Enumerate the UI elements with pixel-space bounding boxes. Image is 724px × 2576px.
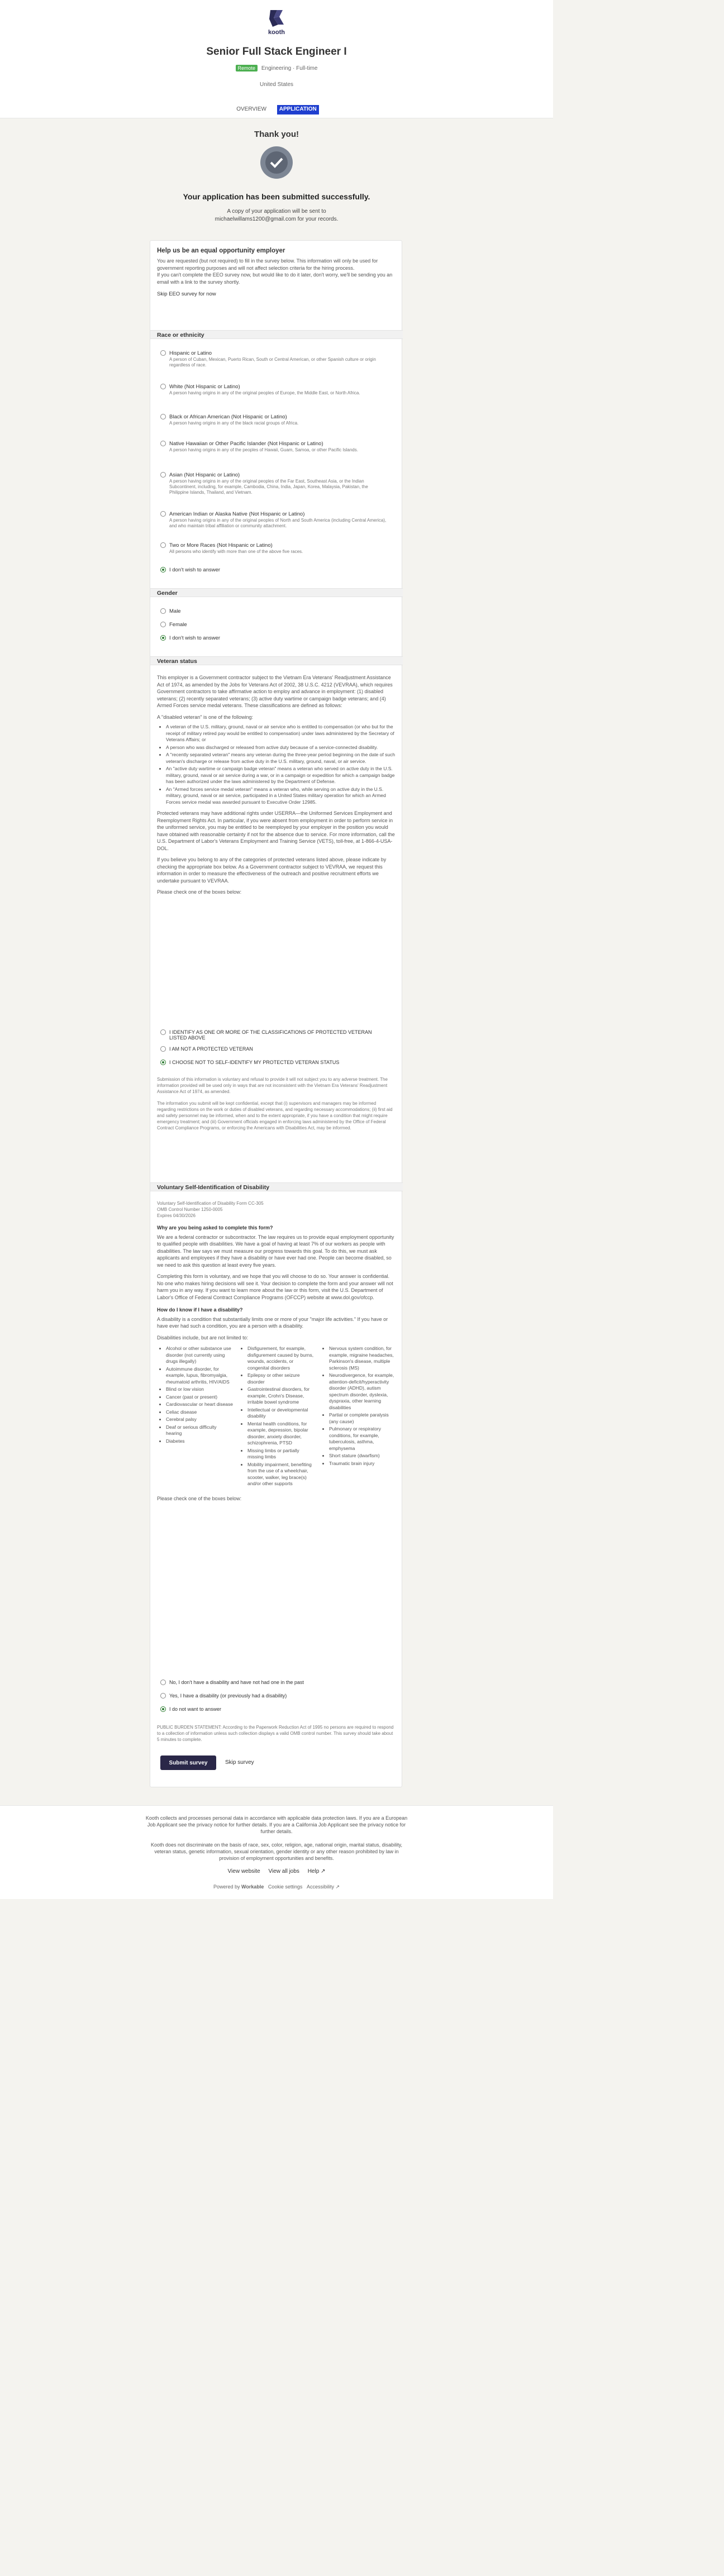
gender-label: I don't wish to answer (169, 635, 221, 641)
veteran-content (157, 674, 396, 896)
workable-logo[interactable]: Workable (241, 1884, 264, 1890)
tab-application[interactable]: APPLICATION (277, 105, 319, 115)
list-item: • Cerebral palsy (166, 1416, 233, 1423)
gender-label: Male (169, 608, 181, 614)
job-header (0, 0, 553, 118)
list-item: • Blind or low vision (166, 1386, 233, 1393)
radio-icon[interactable] (160, 1046, 166, 1052)
race-label: Hispanic or Latino (169, 350, 212, 356)
radio-icon[interactable] (160, 1693, 166, 1699)
radio-icon[interactable] (160, 1029, 166, 1035)
race-label: Black or African American (Not Hispanic or Latino) (169, 414, 287, 420)
skip-eeo-link[interactable]: Skip EEO survey for now (157, 291, 216, 297)
race-desc: A person having origins in any of the original peoples of North and South America (including Central America), and who maintain tribal affiliation or community attachment. (169, 518, 387, 528)
job-dept: Engineering · Full-time (261, 65, 318, 71)
disability-label: No, I don't have a disability and have not had one in the past (169, 1680, 304, 1685)
eeo-title: Help us be an equal opportunity employer (157, 247, 285, 254)
list-item: • Pulmonary or respiratory conditions, for example, tuberculosis, asthma, emphysema (329, 1426, 396, 1452)
veteran-label: I IDENTIFY AS ONE OR MORE OF THE CLASSIFICATIONS OF PROTECTED VETERAN LISTED ABOVE (169, 1029, 372, 1041)
list-item: • Epilepsy or other seizure disorder (247, 1372, 315, 1385)
list-item: • Neurodivergence, for example, attention-deficit/hyperactivity disorder (ADHD), autism spectrum disorder, dyslexia, dyspraxia, other learning disabilities (329, 1372, 396, 1411)
fine-print: Submission of this information is voluntary and refusal to provide it will not subject you to any adverse treatment. The information provided will be used only in ways that are not inconsistent with the Vietnam Era Veterans' Readjustment Assistance Act of 1974, as amended. (157, 1077, 388, 1094)
veteran-heading: Veteran status (157, 658, 197, 665)
veteran-text: This employer is a Government contractor subject to the Vietnam Era Veterans' Readjustment Assistance Act of 1974, as amended by the Jobs for Veterans Act of 2002, 38 U.S.C. 4212 (VEVRAA), which requires Government contractors to take affirmative action to employ and advance in employment: (1) disabled veterans; (2) recently separated veterans; (3) active duty wartime or campaign badge veterans; and (4) Armed Forces service medal veterans. These classifications are defined as follows: (157, 675, 393, 708)
gender-label: Female (169, 622, 187, 628)
powered-prefix: Powered by (213, 1884, 240, 1890)
list-item: • Disfigurement, for example, disfigurement caused by burns, wounds, accidents, or congenital disorders (247, 1346, 315, 1371)
list-item: • Missing limbs or partially missing limbs (247, 1448, 315, 1461)
brand-name: kooth (268, 29, 285, 36)
form-meta: OMB Control Number 1250-0005 (157, 1207, 223, 1212)
list-item: • An "Armed forces service medal veteran" means a veteran who, while serving on active duty in the U.S. military, ground, naval or air service, participated in a United States military operation for which an Armed Forces service medal was awarded pursuant to Executive Order 12985. (166, 786, 396, 806)
skip-survey-button[interactable]: Skip survey (225, 1759, 254, 1766)
veteran-label: I AM NOT A PROTECTED VETERAN (169, 1046, 253, 1052)
gender-section-header (150, 588, 403, 597)
job-title: Senior Full Stack Engineer I (206, 46, 347, 58)
list-item: • Intellectual or developmental disability (247, 1407, 315, 1420)
veteran-fine-print (157, 1076, 396, 1131)
list-item: • Cancer (past or present) (166, 1394, 233, 1401)
disability-heading: Voluntary Self-Identification of Disability (157, 1184, 270, 1191)
radio-icon[interactable] (160, 414, 166, 419)
disability-label: Yes, I have a disability (or previously had a disability) (169, 1693, 287, 1699)
subheading: How do I know if I have a disability? (157, 1307, 243, 1313)
check-icon (260, 146, 293, 179)
submit-survey-button[interactable]: Submit survey (160, 1756, 216, 1770)
list-item: • An "active duty wartime or campaign badge veteran" means a veteran who served on active duty in the U.S. military, ground, naval or air service during a war, or in a campaign or expedition for which a campaign badge has been authorized under the laws administered by the Department of Defense. (166, 766, 396, 785)
list-item: • Gastrointestinal disorders, for example, Crohn's Disease, irritable bowel syndrome (247, 1386, 315, 1406)
radio-selected-icon[interactable] (160, 635, 166, 641)
radio-icon[interactable] (160, 622, 166, 627)
radio-icon[interactable] (160, 441, 166, 446)
view-all-jobs-link[interactable]: View all jobs (268, 1868, 299, 1874)
kooth-logo (266, 8, 287, 29)
radio-icon[interactable] (160, 542, 166, 548)
list-item: • Mobility impairment, benefiting from the use of a wheelchair, scooter, walker, leg brace(s) and/or other supports (247, 1462, 315, 1487)
help-link[interactable]: Help ↗ (307, 1868, 326, 1874)
eeo-intro-text-2: If you can't complete the EEO survey now, but would like to do it later, don't worry, we'll be sending you an email with a link to the survey shortly. (157, 272, 393, 285)
eeo-intro (157, 247, 396, 297)
submitted-message: Your application has been submitted successfully. (183, 192, 370, 201)
disability-list (157, 1346, 396, 1489)
radio-selected-icon[interactable] (160, 1706, 166, 1712)
footer-links (0, 1868, 553, 1874)
radio-selected-icon[interactable] (160, 567, 166, 573)
radio-selected-icon[interactable] (160, 1060, 166, 1065)
burden-statement (157, 1724, 396, 1743)
disability-prompt: Please check one of the boxes below: (157, 1495, 242, 1501)
disability-column (157, 1346, 233, 1489)
thanks-heading: Thank you! (254, 130, 299, 139)
job-location: United States (259, 82, 294, 88)
list-item: • Autoimmune disorder, for example, lupus, fibromyalgia, rheumatoid arthritis, HIV/AIDS (166, 1366, 233, 1386)
disability-content (157, 1200, 396, 1502)
remote-badge: Remote (236, 65, 258, 71)
veteran-section-header (150, 656, 403, 665)
disability-text: Completing this form is voluntary, and we hope that you will choose to do so. Your answer is confidential. No one who makes hiring decisions will see it. Your decision to complete the form and your answer will not harm you in any way. If you want to learn more about the law or this form, visit the U.S. Department of Labor's Office of Federal Contract Compliance Programs (OFCCP) website at www.dol.gov/ofccp. (157, 1273, 393, 1300)
radio-icon[interactable] (160, 1680, 166, 1685)
accessibility-link[interactable]: Accessibility ↗ (306, 1884, 340, 1890)
job-tabs (0, 105, 553, 115)
race-heading: Race or ethnicity (157, 332, 204, 338)
list-item: • Nervous system condition, for example, migraine headaches, Parkinson's disease, multiple sclerosis (MS) (329, 1346, 396, 1371)
list-item: • Alcohol or other substance use disorder (not currently using drugs illegally) (166, 1346, 233, 1365)
powered-by (0, 1884, 553, 1890)
disability-text: We are a federal contractor or subcontractor. The law requires us to provide equal employment opportunity to qualified people with disabilities. We have a goal of having at least 7% of our workers as people with disabilities. The law says we must measure our progress towards this goal. To do this, we must ask applicants and employees if they have a disability or have ever had one. People can become disabled, so we need to ask this question at least every five years. (157, 1234, 394, 1268)
disability-text: Disabilities include, but are not limited to: (157, 1334, 249, 1341)
cookie-settings-link[interactable]: Cookie settings (268, 1884, 303, 1890)
copy-note: A copy of your application will be sent to michaelwillams1200@gmail.com for your records. (215, 208, 339, 222)
race-desc: A person of Cuban, Mexican, Puerto Rican, South or Central American, or other Spanish culture or origin regardless of race. (169, 357, 376, 368)
list-item: • A veteran of the U.S. military, ground, naval or air service who is entitled to compensation (or who but for the receipt of military retired pay would be entitled to compensation) under laws administered by the Secretary of Veterans Affairs; or (166, 724, 396, 743)
subheading: Why are you being asked to complete this form? (157, 1225, 273, 1230)
race-label: White (Not Hispanic or Latino) (169, 384, 240, 390)
race-label: Native Hawaiian or Other Pacific Islander (Not Hispanic or Latino) (169, 441, 323, 447)
disability-label: I do not want to answer (169, 1706, 222, 1712)
footer (0, 1805, 553, 1899)
race-label: Asian (Not Hispanic or Latino) (169, 472, 240, 478)
list-item: • Partial or complete paralysis (any cause) (329, 1412, 396, 1425)
fine-print: PUBLIC BURDEN STATEMENT: According to the Paperwork Reduction Act of 1995 no persons are required to respond to a collection of information unless such collection displays a valid OMB control number. This survey should take about 5 minutes to complete. (157, 1725, 394, 1742)
list-item: • Deaf or serious difficulty hearing (166, 1424, 233, 1437)
eeo-survey-card (150, 240, 402, 1787)
disability-text: A disability is a condition that substantially limits one or more of your "major life activities." If you have or have ever had such a condition, you are a person with a disability. (157, 1316, 388, 1329)
form-meta: Voluntary Self-Identification of Disability Form CC-305 (157, 1201, 264, 1206)
form-meta: Expires 04/30/2026 (157, 1213, 196, 1218)
race-label: American Indian or Alaska Native (Not Hispanic or Latino) (169, 511, 305, 517)
race-desc: A person having origins in any of the original peoples of Europe, the Middle East, or North Africa. (169, 390, 360, 395)
disability-column (239, 1346, 315, 1489)
privacy-note: Kooth collects and processes personal data in accordance with applicable data protection laws. If you are a European Job Applicant see the privacy notice for further details. If you are a California Job Applicant see the privacy notice for further details. (145, 1815, 408, 1834)
list-item: • A "recently separated veteran" means any veteran during the three-year period beginning on the date of such veteran's discharge or release from active duty in the U.S. military, ground, naval, or air service. (166, 752, 396, 765)
race-desc: All persons who identify with more than one of the above five races. (169, 549, 303, 554)
race-desc: A person having origins in any of the black racial groups of Africa. (169, 421, 299, 426)
view-website-link[interactable]: View website (227, 1868, 260, 1874)
radio-icon[interactable] (160, 608, 166, 614)
veteran-text: If you believe you belong to any of the categories of protected veterans listed above, please indicate by checking the appropriate box below. As a Government contractor subject to VEVRAA, we request this information in order to measure the effectiveness of the outreach and positive recruitment efforts we undertake pursuant to VEVRAA. (157, 857, 387, 884)
veteran-text: A "disabled veteran" is one of the following: (157, 714, 253, 720)
radio-icon[interactable] (160, 384, 166, 389)
radio-icon[interactable] (160, 350, 166, 356)
tab-overview[interactable]: OVERVIEW (236, 106, 266, 112)
list-item: • Traumatic brain injury (329, 1461, 396, 1467)
race-label: Two or More Races (Not Hispanic or Latino) (169, 542, 273, 548)
list-item: • Mental health conditions, for example, depression, bipolar disorder, anxiety disorder, schizophrenia, PTSD (247, 1421, 315, 1447)
race-desc: A person having origins in any of the original peoples of the Far East, Southeast Asia, or the Indian Subcontinent, including, for example, Cambodia, China, India, Japan, Korea, Malaysia, Pakistan, the Philippine Islands, Thailand, and Vietnam. (169, 479, 368, 495)
veteran-prompt: Please check one of the boxes below: (157, 889, 242, 895)
list-item: • Cardiovascular or heart disease (166, 1401, 233, 1408)
race-section-header (150, 330, 403, 339)
eeo-note: Kooth does not discriminate on the basis of race, sex, color, religion, age, national origin, marital status, disability, veteran status, genetic information, sexual orientation, gender identity or any other reason prohibited by law in provision of employment opportunities and benefits. (150, 1842, 403, 1861)
radio-icon[interactable] (160, 511, 166, 517)
fine-print: The information you submit will be kept confidential, except that (i) supervisors and managers may be informed regarding restrictions on the work or duties of disabled veterans, and regarding necessary accommodations; (ii) first aid and safety personnel may be informed, when and to the extent appropriate, if you have a condition that might require emergency treatment; and (iii) Government officials engaged in enforcing laws administered by the Office of Federal Contract Compliance Programs, or enforcing the Americans with Disabilities Act, may be informed. (157, 1101, 393, 1130)
radio-icon[interactable] (160, 472, 166, 478)
veteran-definitions (157, 724, 396, 805)
race-label: I don't wish to answer (169, 567, 221, 573)
gender-heading: Gender (157, 590, 178, 597)
list-item: • Celiac disease (166, 1409, 233, 1416)
race-desc: A person having origins in any of the peoples of Hawaii, Guam, Samoa, or other Pacific Islands. (169, 447, 358, 452)
veteran-text: Protected veterans may have additional rights under USERRA—the Uniformed Services Employment and Reemployment Rights Act. In particular, if you were absent from employment in order to perform service in the uniformed service, you may be entitled to be reemployed by your employer in the position you would have obtained with reasonable certainty if not for the absence due to service. For more information, call the U.S. Department of Labor's Veterans Employment and Training Service (VETS), toll-free, at 1-866-4-USA-DOL. (157, 810, 395, 851)
disability-section-header (150, 1182, 403, 1191)
veteran-label: I CHOOSE NOT TO SELF-IDENTIFY MY PROTECTED VETERAN STATUS (169, 1060, 340, 1065)
list-item: • A person who was discharged or released from active duty because of a service-connected disability. (166, 745, 396, 751)
list-item: • Diabetes (166, 1438, 233, 1445)
disability-column (320, 1346, 396, 1489)
eeo-intro-text: You are requested (but not required) to fill in the survey below. This information will only be used for government reporting purposes and will not affect selection criteria for the hiring process. (157, 258, 378, 271)
list-item: • Short stature (dwarfism) (329, 1453, 396, 1459)
job-meta (0, 65, 553, 71)
